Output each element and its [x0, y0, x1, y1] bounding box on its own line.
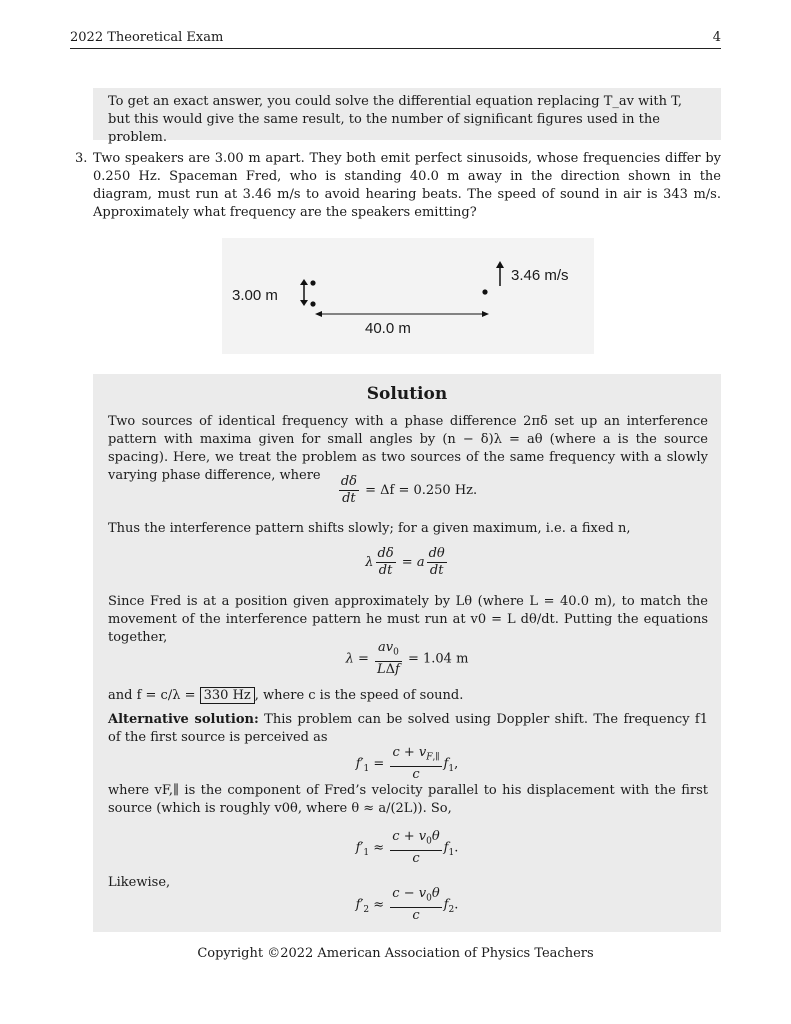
- solution-para-where: where vF,∥ is the component of Fred’s velocity parallel to his displacement with the first source (which is roughly v0θ, where θ ≈ a/(2L)). So,: [108, 783, 708, 816]
- alternative-solution: [108, 711, 708, 747]
- equation-4: $f'_1$ = $\frac{c + v_{F,\parallel}}{c}$ $f_1$,: [355, 745, 459, 782]
- note-box: [93, 88, 721, 145]
- answer-line: [108, 687, 708, 705]
- note-text: To get an exact answer, you could solve the differential equation replacing T_av with T, but this would give the same result, to the number of significant figures used in the problem.: [108, 94, 683, 145]
- distance-label: 40.0 m: [365, 320, 411, 337]
- solution-title: Solution: [366, 384, 448, 404]
- answer-box: 330 Hz: [200, 687, 255, 704]
- problem-number: 3.: [75, 151, 88, 166]
- eq1-fraction: $\frac{d\delta}{dt}$: [340, 474, 357, 506]
- solution-para-2: Thus the interference pattern shifts slowly; for a given maximum, i.e. a fixed n,: [108, 521, 631, 536]
- problem-text: Two speakers are 3.00 m apart. They both emit perfect sinusoids, whose frequencies differ by 0.250 Hz. Spaceman Fred, who is standing 40.0 m away in the direction shown in the diagram, must run at 3.46 m/s to avoid hearing beats. The speed of sound in air is 343 m/s. Approximately what frequency are the speakers emitting?: [93, 151, 721, 220]
- eq1-rhs: = Δf = 0.250 Hz.: [365, 483, 478, 498]
- solution-para-1: Two sources of identical frequency with a phase difference 2πδ set up an interference pattern with maxima given for small angles by (n − δ)λ = aθ (where a is the source spacing). Here, we treat the problem as two sources of the same frequency with a slowly varying phase difference, where: [108, 414, 708, 483]
- solution-para-3: Since Fred is at a position given approximately by Lθ (where L = 40.0 m), to match the movement of the interference pattern he must run at v0 = L dθ/dt. Putting the equations together,: [108, 594, 708, 645]
- alt-text: This problem can be solved using Doppler shift. The frequency f1 of the first source is perceived as: [108, 712, 708, 745]
- exam-title: 2022 Theoretical Exam: [70, 30, 224, 45]
- eq3-rhs: = 1.04 m: [407, 651, 469, 667]
- header-rule: [70, 48, 721, 49]
- answer-prefix: and f = c/λ =: [108, 688, 196, 703]
- equation-2: λ $\frac{d\delta}{dt}$ = a $\frac{d\theta}{dt}$: [365, 546, 445, 578]
- fred-dot: [482, 289, 487, 294]
- equation-3: λ = $\frac{av_0}{\text{LΔf}}$ = 1.04 m: [345, 640, 469, 677]
- equation-6: $f'_2$ ≈ $\frac{c - v_0\theta}{c}$ $f_2$.: [355, 886, 459, 923]
- speed-label: 3.46 m/s: [511, 267, 569, 284]
- spacing-label: 3.00 m: [232, 287, 278, 304]
- equation-5: $f'_1$ ≈ $\frac{c + v_0\theta}{c}$ $f_1$.: [355, 829, 459, 866]
- solution-box: [93, 374, 721, 932]
- answer-suffix: , where c is the speed of sound.: [254, 688, 464, 703]
- speaker-1-dot: [310, 280, 315, 285]
- alt-label: Alternative solution:: [108, 712, 259, 727]
- speaker-diagram: [222, 238, 594, 354]
- page-number: 4: [712, 30, 721, 45]
- copyright-footer: Copyright ©2022 American Association of Physics Teachers: [197, 946, 594, 961]
- speaker-2-dot: [310, 301, 315, 306]
- equation-1: [93, 474, 721, 507]
- likewise-text: Likewise,: [108, 875, 171, 890]
- page-header: [70, 30, 721, 48]
